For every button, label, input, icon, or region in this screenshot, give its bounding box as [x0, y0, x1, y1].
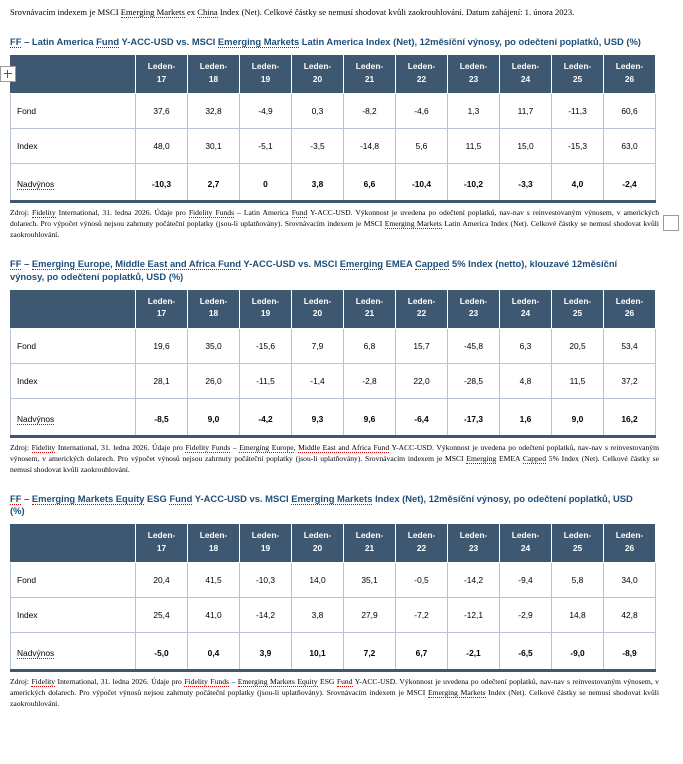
cell: -4,9 [240, 94, 292, 129]
cell: 35,0 [188, 328, 240, 363]
cell: -12,1 [448, 597, 500, 632]
table-row [11, 94, 656, 129]
spellcheck-underline: Middle East and Africa Fund [115, 258, 241, 270]
cell: -10,2 [448, 164, 500, 202]
table-header-row [11, 523, 656, 562]
col-header: Leden- 19 [240, 523, 292, 562]
cell: 2,7 [188, 164, 240, 202]
cell: 37,6 [136, 94, 188, 129]
spellcheck-underline: Emerging Markets [384, 219, 442, 229]
row-label: Index [11, 363, 136, 398]
cell: -4,6 [396, 94, 448, 129]
cell: -1,4 [292, 363, 344, 398]
row-label: Index [11, 129, 136, 164]
col-header: Leden- 17 [136, 523, 188, 562]
spellcheck-underline: Fund [291, 208, 308, 218]
intro-paragraph: Srovnávacím indexem je MSCI Emerging Markets ex China Index (Net). Celkové částky se nemusí shodovat kvůli zaokrouhlování. Datum zahájení: 1. února 2023. [10, 7, 575, 17]
col-header: Leden- 26 [604, 55, 656, 94]
col-header: Leden- 21 [344, 289, 396, 328]
col-header: Leden- 22 [396, 55, 448, 94]
table-corner-cell [11, 55, 136, 94]
spellcheck-underline: Middle East and Africa Fund [298, 442, 390, 452]
section-footnote: Zdroj: Fidelity International, 31. ledna 2026. Údaje pro Fidelity Funds – Latin America Fund Y-ACC-USD. Výkonnost je uvedena po odečtení poplatků, nav-nav s reinvestovaným výnosem, v amerických dolarech. Pro výpočet výnosů nejsou zahrnuty počáteční poplatky (jsou-li uplatňovány). Srovnávacím indexem je MSCI Emerging Markets Latin America Index (Net). Celkové částky se nemusí shodovat kvůli zaokrouhlování. [10, 208, 659, 240]
cell: 42,8 [604, 597, 656, 632]
col-header: Leden- 18 [188, 55, 240, 94]
row-label: Index [11, 597, 136, 632]
cell: 4,8 [500, 363, 552, 398]
col-header: Leden- 25 [552, 289, 604, 328]
cell: 34,0 [604, 562, 656, 597]
spellcheck-underline: Fund [169, 492, 193, 504]
cell: 14,8 [552, 597, 604, 632]
section-footnote: Zdroj: Fidelity International, 31. ledna 2026. Údaje pro Fidelity Funds – Emerging Markets Equity ESG Fund Y-ACC-USD. Výkonnost je uvedena po odečtení poplatků, nav-nav s reinvestovaným výnosem, v amerických dolarech. Pro výpočet výnosů nejsou zahrnuty počáteční poplatky (jsou-li uplatňovány). Srovnávacím indexem je MSCI Emerging Markets Index (Net). Celkové částky se nemusí shodovat kvůli zaokrouhlování. [10, 676, 659, 708]
spellcheck-underline: Fidelity [31, 676, 56, 686]
col-header: Leden- 21 [344, 55, 396, 94]
spellcheck-underline: China [197, 7, 218, 17]
cell: -5,0 [136, 632, 188, 670]
cell: -2,4 [604, 164, 656, 202]
cell: 6,3 [500, 328, 552, 363]
col-header: Leden- 18 [188, 523, 240, 562]
cell: -8,9 [604, 632, 656, 670]
fund-section-emea [10, 258, 673, 474]
spellcheck-underline: Nadvýnos [17, 413, 55, 424]
cell: 6,8 [344, 328, 396, 363]
cell: 28,1 [136, 363, 188, 398]
col-header: Leden- 23 [448, 55, 500, 94]
cell: 5,8 [552, 562, 604, 597]
cell: 20,5 [552, 328, 604, 363]
col-header: Leden- 20 [292, 289, 344, 328]
spellcheck-underline: Emerging Markets Equity [237, 676, 318, 686]
cell: -2,1 [448, 632, 500, 670]
cell: -14,2 [240, 597, 292, 632]
cell: -17,3 [448, 398, 500, 436]
cell: -14,8 [344, 129, 396, 164]
table-header-row [11, 55, 656, 94]
col-header: Leden- 24 [500, 523, 552, 562]
cell: 37,2 [604, 363, 656, 398]
cell: -2,9 [500, 597, 552, 632]
spellcheck-underline: Emerging Markets [291, 492, 373, 504]
col-header: Leden- 20 [292, 55, 344, 94]
cell: -11,3 [552, 94, 604, 129]
cell: 26,0 [188, 363, 240, 398]
cell: -2,8 [344, 363, 396, 398]
cell: 63,0 [604, 129, 656, 164]
col-header: Leden- 24 [500, 289, 552, 328]
cell: 41,0 [188, 597, 240, 632]
spellcheck-underline: Emerging [339, 258, 384, 270]
cell: -9,0 [552, 632, 604, 670]
cell: -45,8 [448, 328, 500, 363]
table-corner-cell [11, 523, 136, 562]
cell: 53,4 [604, 328, 656, 363]
section-title: FF – Latin America Fund Y-ACC-USD vs. MSCI Emerging Markets Latin America Index (Net), 12měsíční výnosy, po odečtení poplatků, USD (%) [10, 36, 641, 48]
spellcheck-underline: Emerging Markets [217, 36, 300, 48]
col-header: Leden- 20 [292, 523, 344, 562]
spellcheck-underline: Capped [415, 258, 450, 270]
cell: -7,2 [396, 597, 448, 632]
row-label: Fond [11, 328, 136, 363]
table-row-excess [11, 632, 656, 670]
table-row [11, 129, 656, 164]
cell: -28,5 [448, 363, 500, 398]
spellcheck-underline: Emerging Markets Equity [31, 492, 145, 504]
cell: 5,6 [396, 129, 448, 164]
spellcheck-underline: Nadvýnos [17, 647, 55, 658]
cell: -4,2 [240, 398, 292, 436]
cell: -6,5 [500, 632, 552, 670]
cell: -15,3 [552, 129, 604, 164]
cell: 0,3 [292, 94, 344, 129]
cell: 3,8 [292, 597, 344, 632]
cell: -10,4 [396, 164, 448, 202]
spellcheck-underline: Fidelity [32, 208, 56, 218]
performance-table [10, 54, 656, 203]
cell: -3,5 [292, 129, 344, 164]
cell: -6,4 [396, 398, 448, 436]
section-title: FF – Emerging Markets Equity ESG Fund Y-ACC-USD vs. MSCI Emerging Markets Index (Net), 12měsíční výnosy, po odečtení poplatků, USD (%) [10, 492, 633, 517]
row-label [11, 632, 136, 670]
col-header: Leden- 26 [604, 289, 656, 328]
cell: 35,1 [344, 562, 396, 597]
cell: 30,1 [188, 129, 240, 164]
col-header: Leden- 25 [552, 55, 604, 94]
cell: 11,5 [552, 363, 604, 398]
col-header: Leden- 23 [448, 523, 500, 562]
cell: -15,6 [240, 328, 292, 363]
spellcheck-underline: Fidelity Funds [185, 442, 231, 452]
cell: 6,7 [396, 632, 448, 670]
cell: -11,5 [240, 363, 292, 398]
cell: -8,2 [344, 94, 396, 129]
spellcheck-underline: Emerging Europe [239, 442, 294, 452]
cell: 15,7 [396, 328, 448, 363]
performance-table [10, 289, 656, 438]
row-label: Fond [11, 94, 136, 129]
row-label: Fond [11, 562, 136, 597]
cell: 22,0 [396, 363, 448, 398]
section-title: FF – Emerging Europe, Middle East and Africa Fund Y-ACC-USD vs. MSCI Emerging EMEA Capped 5% Index (netto), klouzavé 12měsíční výnosy, po odečtení poplatků, USD (%) [10, 258, 618, 282]
table-row-excess [11, 398, 656, 436]
spellcheck-underline: FF [10, 36, 22, 48]
cell: 60,6 [604, 94, 656, 129]
spellcheck-underline: Nadvýnos [17, 179, 55, 190]
cell: 48,0 [136, 129, 188, 164]
cell: -5,1 [240, 129, 292, 164]
spellcheck-underline: Capped [522, 453, 547, 463]
collapse-outline-marker[interactable] [0, 66, 16, 82]
cell: 7,9 [292, 328, 344, 363]
spellcheck-underline: Fidelity [31, 442, 56, 452]
cell: 27,9 [344, 597, 396, 632]
table-row [11, 597, 656, 632]
cell: 1,6 [500, 398, 552, 436]
cell: 9,0 [552, 398, 604, 436]
cell: 0 [240, 164, 292, 202]
performance-table [10, 523, 656, 672]
cell: -3,3 [500, 164, 552, 202]
col-header: Leden- 26 [604, 523, 656, 562]
section-footnote: Zdroj: Fidelity International, 31. ledna 2026. Údaje pro Fidelity Funds – Emerging Europe, Middle East and Africa Fund Y-ACC-USD. Výkonnost je uvedena po odečtení poplatků, nav-nav s reinvestovaným výnosem, v amerických dolarech. Pro výpočet výnosů nejsou zahrnuty počáteční poplatky (jsou-li uplatňovány). Srovnávacím indexem je MSCI Emerging EMEA Capped 5% Index (Net). Celkové částky se nemusí shodovat kvůli zaokrouhlování. [10, 442, 660, 474]
cell: -8,5 [136, 398, 188, 436]
cell: 7,2 [344, 632, 396, 670]
col-header: Leden- 22 [396, 523, 448, 562]
table-corner-cell [11, 289, 136, 328]
spellcheck-underline: Fund [336, 676, 353, 686]
cell: 0,4 [188, 632, 240, 670]
cell: 1,3 [448, 94, 500, 129]
spellcheck-underline: Emerging Europe [31, 258, 111, 270]
cell: 6,6 [344, 164, 396, 202]
col-header: Leden- 22 [396, 289, 448, 328]
col-header: Leden- 21 [344, 523, 396, 562]
table-row-excess [11, 164, 656, 202]
cell: -9,4 [500, 562, 552, 597]
spellcheck-underline: Emerging Markets [120, 7, 185, 17]
col-header: Leden- 18 [188, 289, 240, 328]
cell: 19,6 [136, 328, 188, 363]
spellcheck-underline: Emerging Markets [428, 687, 486, 697]
row-label [11, 164, 136, 202]
col-header: Leden- 19 [240, 289, 292, 328]
cell: 11,5 [448, 129, 500, 164]
spellcheck-underline: FF [10, 258, 22, 270]
cell: 16,2 [604, 398, 656, 436]
object-anchor-marker[interactable] [663, 215, 679, 231]
spellcheck-underline: Fidelity Funds [184, 676, 229, 686]
cell: 10,1 [292, 632, 344, 670]
spellcheck-underline: Fidelity Funds [188, 208, 235, 218]
col-header: Leden- 17 [136, 289, 188, 328]
col-header: Leden- 23 [448, 289, 500, 328]
cell: 25,4 [136, 597, 188, 632]
cell: -10,3 [136, 164, 188, 202]
cell: 11,7 [500, 94, 552, 129]
table-row [11, 562, 656, 597]
cell: 3,8 [292, 164, 344, 202]
cell: 32,8 [188, 94, 240, 129]
col-header: Leden- 17 [136, 55, 188, 94]
cell: -10,3 [240, 562, 292, 597]
cell: 15,0 [500, 129, 552, 164]
fund-section-latin-america [10, 36, 673, 240]
cell: -0,5 [396, 562, 448, 597]
col-header: Leden- 19 [240, 55, 292, 94]
row-label [11, 398, 136, 436]
col-header: Leden- 25 [552, 523, 604, 562]
cell: 20,4 [136, 562, 188, 597]
cell: 4,0 [552, 164, 604, 202]
spellcheck-underline: FF [10, 492, 22, 504]
cell: 9,3 [292, 398, 344, 436]
cell: 14,0 [292, 562, 344, 597]
col-header: Leden- 24 [500, 55, 552, 94]
fund-section-em-esg [10, 493, 673, 709]
cell: 9,6 [344, 398, 396, 436]
table-row [11, 363, 656, 398]
cell: 41,5 [188, 562, 240, 597]
table-header-row [11, 289, 656, 328]
table-row [11, 328, 656, 363]
spellcheck-underline: Emerging [466, 453, 497, 463]
spellcheck-underline: Fund [96, 36, 120, 48]
cell: -14,2 [448, 562, 500, 597]
cell: 3,9 [240, 632, 292, 670]
cell: 9,0 [188, 398, 240, 436]
